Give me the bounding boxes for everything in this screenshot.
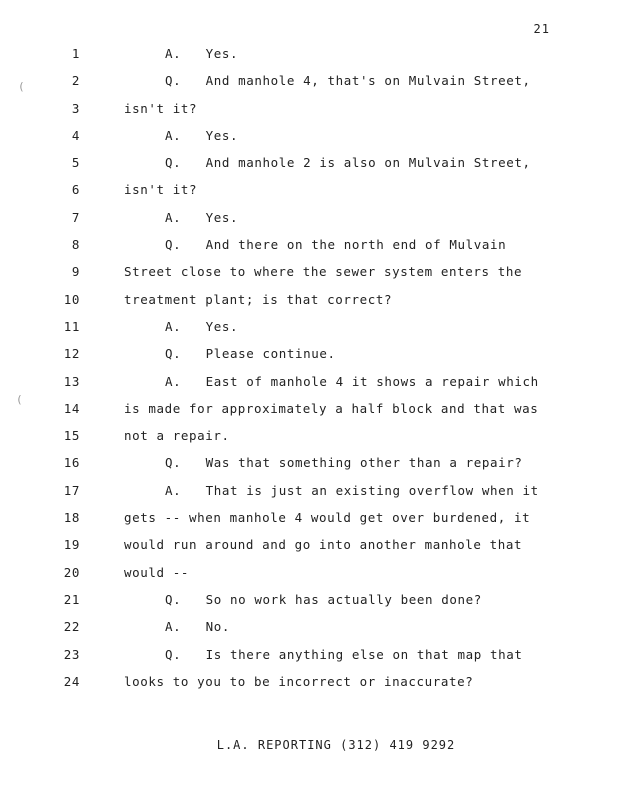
line-number: 21 (63, 591, 80, 607)
line-number: 15 (63, 428, 80, 444)
transcript-line (0, 647, 618, 674)
line-text: not a repair. (124, 428, 230, 444)
transcript-line (0, 619, 618, 646)
transcript-line (0, 374, 618, 401)
transcript-line (0, 237, 618, 264)
line-number: 12 (63, 346, 80, 362)
line-text: Q. Was that something other than a repair? (165, 455, 523, 471)
line-text: isn't it? (124, 182, 198, 198)
line-text: A. Yes. (165, 127, 239, 143)
transcript-line (0, 46, 618, 73)
line-number: 19 (63, 537, 80, 553)
line-number: 24 (63, 673, 80, 689)
line-text: A. No. (165, 619, 231, 635)
line-text: Q. So no work has actually been done? (165, 591, 482, 607)
transcript-line (0, 73, 618, 100)
line-number: 13 (63, 373, 80, 389)
transcript-line (0, 483, 618, 510)
line-number: 8 (71, 237, 80, 253)
line-text: A. Yes. (165, 209, 239, 225)
line-text: A. East of manhole 4 it shows a repair which (165, 373, 539, 389)
page-number: 21 (533, 22, 550, 36)
line-text: isn't it? (124, 100, 198, 116)
line-text: Street close to where the sewer system enters the (124, 264, 523, 280)
line-number: 7 (71, 209, 80, 225)
transcript-line (0, 210, 618, 237)
transcript-line (0, 510, 618, 537)
line-text: treatment plant; is that correct? (124, 291, 393, 307)
line-number: 1 (71, 46, 80, 61)
line-number: 14 (63, 400, 80, 416)
line-number: 17 (63, 482, 80, 498)
line-number: 10 (63, 291, 80, 307)
transcript-line (0, 346, 618, 373)
transcript-line (0, 182, 618, 209)
line-text: would -- (124, 564, 190, 580)
transcript-line (0, 401, 618, 428)
line-number: 6 (71, 182, 80, 198)
transcript-line (0, 537, 618, 564)
line-text: looks to you to be incorrect or inaccurate? (124, 673, 474, 689)
line-text: Q. Is there anything else on that map that (165, 646, 523, 662)
line-number: 18 (63, 510, 80, 526)
transcript-line (0, 455, 618, 482)
line-number: 11 (63, 318, 80, 334)
line-text: would run around and go into another manhole that (124, 537, 523, 553)
line-number: 5 (71, 155, 80, 171)
line-number: 3 (71, 100, 80, 116)
line-number: 23 (63, 646, 80, 662)
line-number: 16 (63, 455, 80, 471)
line-number: 4 (71, 127, 80, 143)
transcript-line (0, 292, 618, 319)
margin-mark: ( (16, 393, 23, 406)
line-text: A. Yes. (165, 318, 239, 334)
transcript-line (0, 674, 618, 701)
line-text: gets -- when manhole 4 would get over burdened, it (124, 510, 531, 526)
transcript-line (0, 319, 618, 346)
transcript-line (0, 565, 618, 592)
transcript-line (0, 264, 618, 291)
line-number: 2 (71, 73, 80, 89)
transcript-line (0, 155, 618, 182)
line-text: A. That is just an existing overflow when it (165, 482, 539, 498)
line-text: Q. And manhole 4, that's on Mulvain Street, (165, 73, 531, 89)
line-number: 9 (71, 264, 80, 280)
line-text: Q. And there on the north end of Mulvain (165, 237, 507, 253)
line-text: Q. And manhole 2 is also on Mulvain Street, (165, 155, 531, 171)
margin-mark: ( (18, 80, 25, 93)
line-number: 22 (63, 619, 80, 635)
transcript-lines (0, 46, 618, 701)
line-text: A. Yes. (165, 46, 239, 61)
line-number: 20 (63, 564, 80, 580)
transcript-line (0, 592, 618, 619)
line-text: Q. Please continue. (165, 346, 336, 362)
transcript-line (0, 128, 618, 155)
transcript-line (0, 101, 618, 128)
line-text: is made for approximately a half block and that was (124, 400, 539, 416)
page-footer: L.A. REPORTING (312) 419 9292 (216, 738, 456, 752)
transcript-line (0, 428, 618, 455)
